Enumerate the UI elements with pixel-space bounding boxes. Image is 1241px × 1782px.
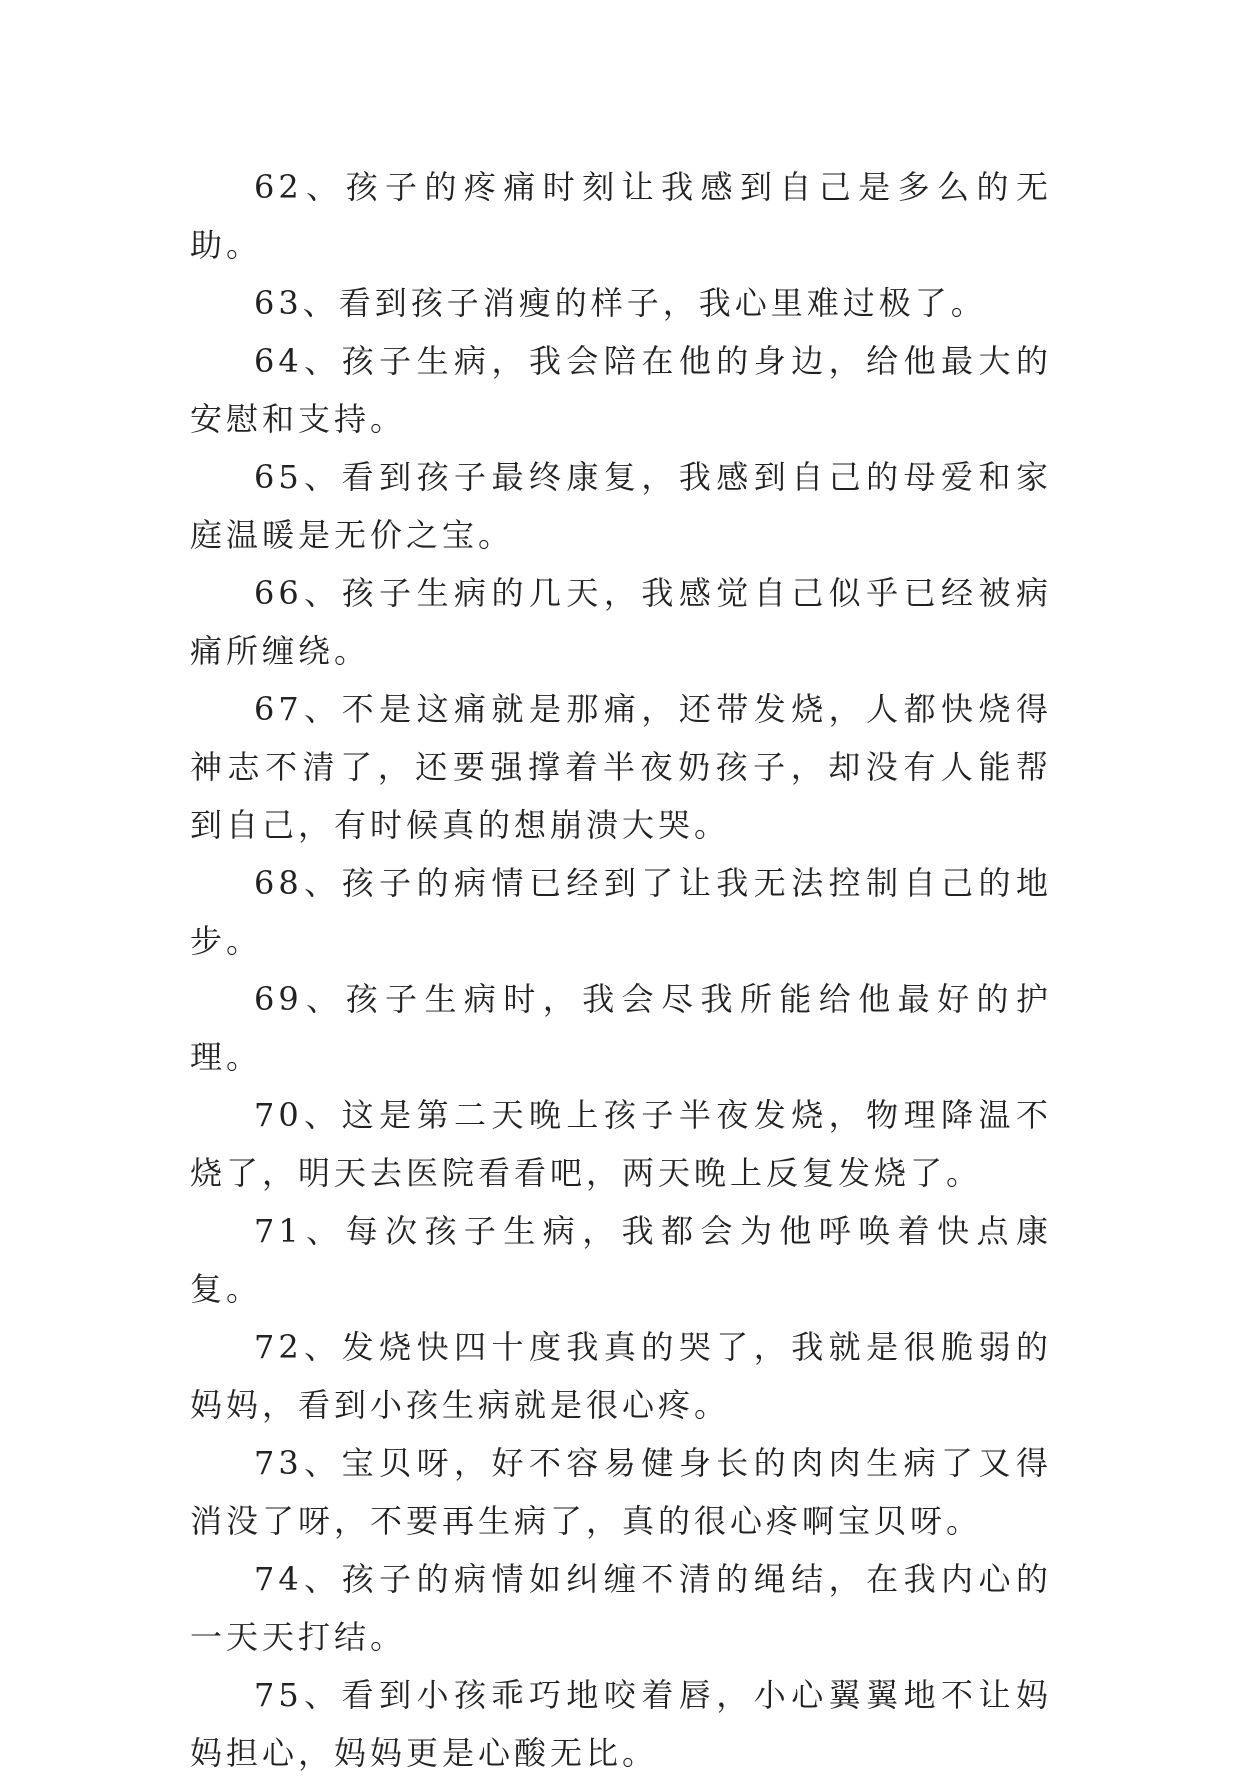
paragraph-62: 62、孩子的疼痛时刻让我感到自己是多么的无助。 [190,168,1052,264]
paragraph-66: 66、孩子生病的几天，我感觉自己似乎已经被病痛所缠绕。 [190,574,1052,670]
paragraph-70: 70、这是第二天晚上孩子半夜发烧，物理降温不烧了，明天去医院看看吧，两天晚上反复发烧了。 [190,1096,1052,1192]
paragraph-74: 74、孩子的病情如纠缠不清的绳结，在我内心的一天天打结。 [190,1560,1052,1656]
paragraph-72: 72、发烧快四十度我真的哭了，我就是很脆弱的妈妈，看到小孩生病就是很心疼。 [190,1328,1052,1424]
paragraph-67: 67、不是这痛就是那痛，还带发烧，人都快烧得神志不清了，还要强撑着半夜奶孩子，却没有人能帮到自己，有时候真的想崩溃大哭。 [190,690,1052,844]
paragraph-63: 63、看到孩子消瘦的样子，我心里难过极了。 [254,284,987,322]
paragraph-75: 75、看到小孩乖巧地咬着唇，小心翼翼地不让妈妈担心，妈妈更是心酸无比。 [190,1676,1052,1772]
paragraph-64: 64、孩子生病，我会陪在他的身边，给他最大的安慰和支持。 [190,342,1052,438]
document-body [190,158,1052,1782]
paragraph-73: 73、宝贝呀，好不容易健身长的肉肉生病了又得消没了呀，不要再生病了，真的很心疼啊宝贝呀。 [190,1444,1052,1540]
paragraph-68: 68、孩子的病情已经到了让我无法控制自己的地步。 [190,864,1052,960]
paragraph-71: 71、每次孩子生病，我都会为他呼唤着快点康复。 [190,1212,1052,1308]
paragraph-65: 65、看到孩子最终康复，我感到自己的母爱和家庭温暖是无价之宝。 [190,458,1052,554]
paragraph-69: 69、孩子生病时，我会尽我所能给他最好的护理。 [190,980,1052,1076]
